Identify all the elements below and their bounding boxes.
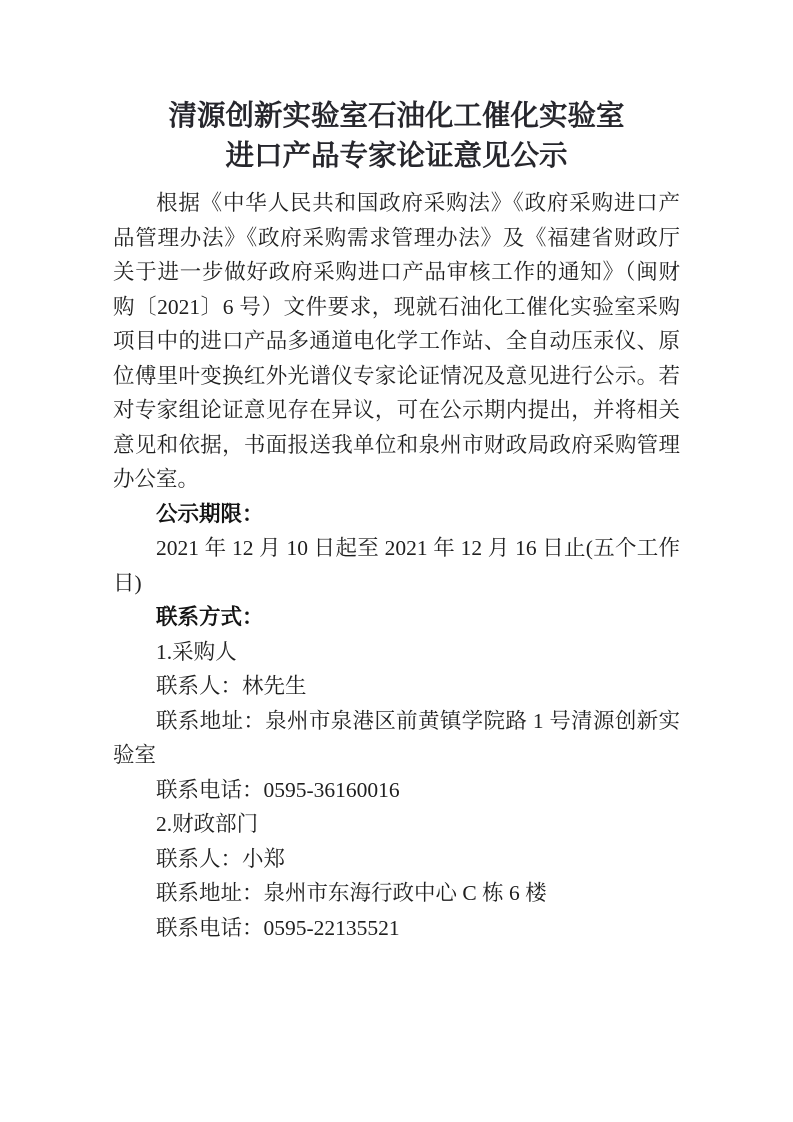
contact-address-purchaser: 联系地址：泉州市泉港区前黄镇学院路 1 号清源创新实验室	[113, 708, 680, 767]
contact-address-finance: 联系地址：泉州市东海行政中心 C 栋 6 楼	[156, 881, 547, 905]
contact-heading-purchaser: 1.采购人	[156, 639, 237, 664]
contact-block-purchaser	[113, 635, 680, 808]
contact-person-purchaser: 联系人：林先生	[156, 674, 307, 698]
publicity-period-value: 2021 年 12 月 10 日起至 2021 年 12 月 16 日止(五个工作日)	[113, 536, 680, 595]
contact-method-label: 联系方式：	[156, 605, 264, 629]
document-title	[113, 97, 680, 177]
contact-phone-purchaser: 联系电话：0595-36160016	[156, 777, 400, 802]
contact-block-finance	[113, 807, 680, 945]
publicity-period-label: 公示期限：	[156, 501, 264, 526]
document-title-line-2: 进口产品专家论证意见公示	[225, 141, 568, 172]
contact-person-finance: 联系人：小郑	[156, 846, 286, 871]
intro-paragraph: 根据《中华人民共和国政府采购法》《政府采购进口产品管理办法》《政府采购需求管理办法》及《福建省财政厅关于进一步做好政府采购进口产品审核工作的通知》（闽财购〔2021〕6 号）文件要求，现就石油化工催化实验室采购项目中的进口产品多通道电化学工作站、全自动压汞仪、原位傅里叶变换红外光谱仪专家论证情况及意见进行公示。若对专家组论证意见存在异议，可在公示期内提出，并将相关意见和依据，书面报送我单位和泉州市财政局政府采购管理办公室。	[113, 191, 680, 491]
document-title-line-1: 清源创新实验室石油化工催化实验室	[168, 101, 625, 132]
contact-phone-finance: 联系电话：0595-22135521	[156, 915, 400, 940]
contact-heading-finance: 2.财政部门	[156, 812, 259, 836]
